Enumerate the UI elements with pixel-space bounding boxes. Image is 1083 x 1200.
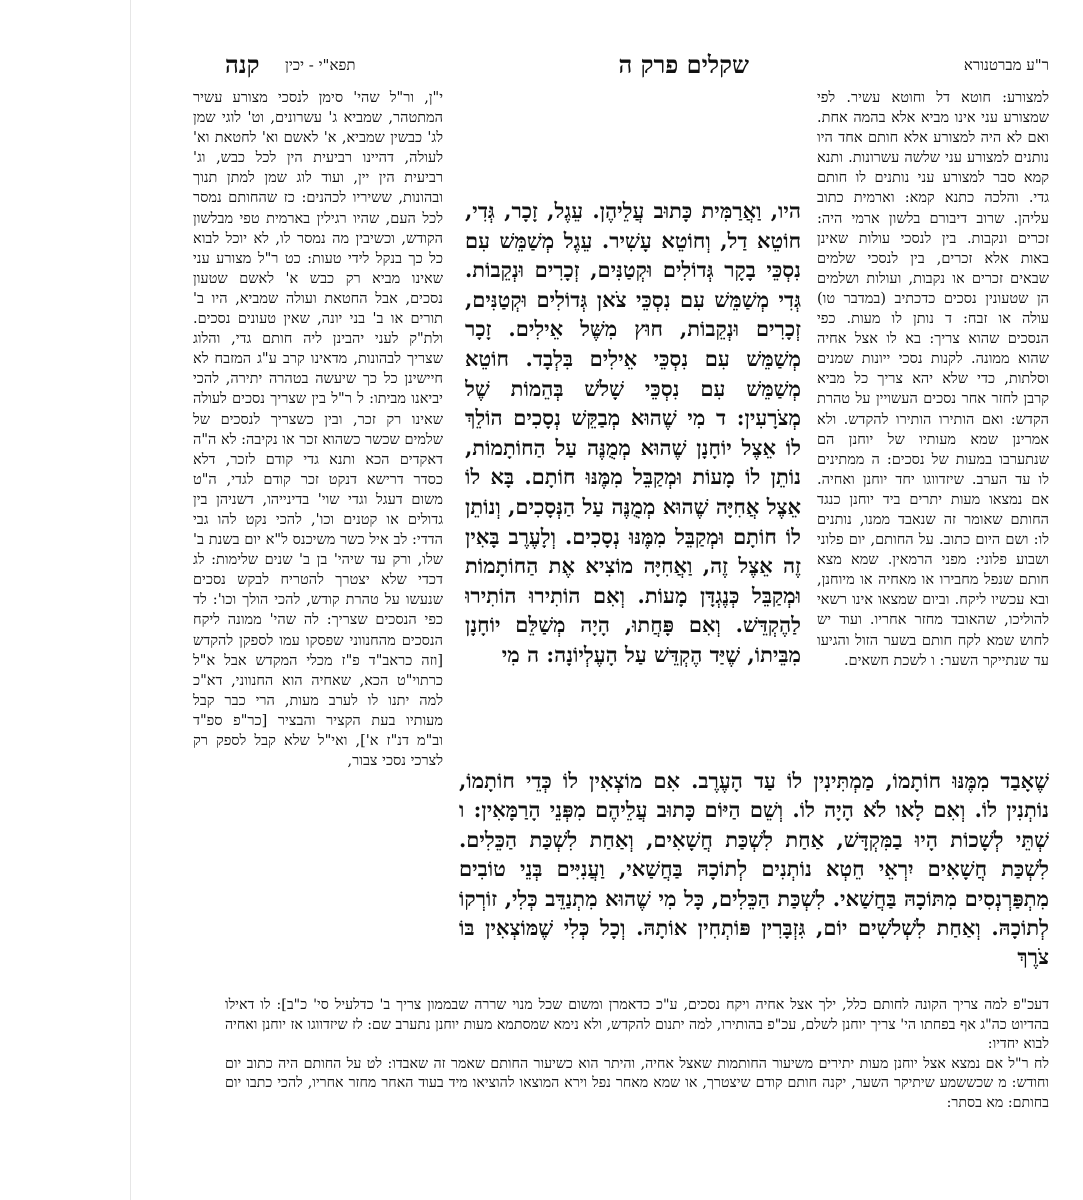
bartenura-text: למצורע: חוטא דל וחוטא עשיר. לפי שמצורע עני אינו מביא אלא בהמה אחת. ואם לא היה למצורע אלא חותם אחד היו נותנים למצורע עני שלשה עשרונות. ותנא קמא סבר למצורע עני נותנים לו חותם גדי. והלכה כתנא קמא: וארמית כתוב עליהן. שרוב דיבורם בלשון ארמי היה: זכרים ונקבות. בין לנסכי עולות שאינן באות אלא זכרים, בין לנסכי שלמים שבאים זכרים או נקבות, ועולות ושלמים הן שטעונין נסכים כדכתיב (במדבר טו) עולה או זבח: ד נותן לו מעות. כפי הנסכים שהוא צריך: בא לו אצל אחיה שהוא ממונה. לקנות נסכי ייונות שמנים וסלתות, כדי שלא יהא צריך כל מביא קרבן לחזר אחר נסכים העשויין על טהרת הקדש: ואם הותירו הותירו להקדש. ולא אמרינן שמא מעותיו של יוחנן הם שנתערבו במעות של נסכים: ה ממתינים לו עד הערב. שיזדווגו יחד יוחנן ואחיה. אם נמצאו מעות יתרים ביד יוחנן כנגד החותם שאומר זה שנאבד ממנו, נותנים לו: ושם היום כתוב. על החותם, יום פלוני ושבוע פלוני: מפני הרמאין. שמא מצא חותם שנפל מחבירו או מאחיה או מיוחנן, ובא עכשיו ליקח. וביום שמצאו אינו רשאי להוליכו, שהאובד מחזר אחריו. ועוד יש לחוש שמא לקח חותם בשער הזול והגיעו עד שנתייקר השער: ו לשכת חשאים. <box>817 90 1049 669</box>
mishnah-wide-block <box>459 766 1049 998</box>
header-tractate-chapter: שקלים פרק ה <box>618 50 749 79</box>
tiferet-text: י"ן, ור"ל שהי' סימן לנסכי מצורע עשיר המתטהר, שמביא ג' עשרונים, וט' לוגי שמן לג' כבשין שמביא, א' לאשם וא' לחטאת וא' לעולה, דהיינו רביעית הין לכל כבש, וג' רביעית הין יין, ועוד לוג שמן למתן תנוך ובהונות, ששיריו לכהנים: כז שהחותם נמסר לכל העם, שהיו רגילין בארמית טפי מבלשון הקודש, וכשיבין מה נמסר לו, לא יוכל לבוא כל כך בנקל לידי טעות: כט ר"ל מצורע עני שאינו מביא רק כבש א' לאשם שטעון נסכים, אבל החטאת ועולה שמביא, היו ב' תורים או ב' בני יונה, שאין טעונים נסכים. ולת"ק לעני יהבינן ליה חותם גדי, והלוג שצריך לבהונות, מדאינו קרב ע"ג המזבח לא חיישינן כל כך שיעשה בטהרה יתירה, להכי יביאנו מביתו: ל ר"ל בין שצריך נסכים לעולה שאינו רק זכר, ובין כשצריך לנסכים של שלמים שכשר כשהוא זכר או נקיבה: לא ה"ה דאקדים הכא ותנא גדי קודם לזכר, דלא כסדר דרישא דנקט זכר קודם לגדי, ה"ט משום דעגל וגדי שוי' בדינייהו, דשניהן בין גדולים או קטנים וכו', להכי נקט להו גבי הדדי: לב איל כשר משיכנס ל"א יום בשנת ב' שלו, ורק עד שיהי' בן ב' שנים שלימות: לג דכדי שלא יצטרך להטריח לבקש נסכים שנעשו על טהרת קודש, להכי הולך וכו': לד כפי הנסכים שצריך: לה שהי' ממונה ליקח הנסכים מהחנווני שפסקו עמו לספקן להקדש [וזה כראב"ד פ"ז מכלי המקדש אבל א"ל כרתוי"ט הכא, שאחיה הוא החנווני, דא"כ למה יתנו לו לערב מעות, הרי כבר קבל מעותיו בעת הקציר והבציר [כר"פ ספ"ד וב"מ דנ"ז א'], ואי"ל שלא קבל לספק רק לצרכי נסכי צבור, <box>193 90 443 770</box>
header-commentary-name: ר"ע מברטנורא <box>963 56 1049 74</box>
header-commentary-yachin: תפא"י - יכין <box>285 56 356 74</box>
bartenura-column <box>817 88 1049 806</box>
footnote-line: לח ר"ל אם נמצא אצל יוחנן מעות יתירים משיעור החותמות שאצל אחיה, והיתר הוא כשיעור החותם שאמר זה שאבדו: לט על החותם היה כתוב יום וחודש: מ שכששמע שיתיקר השער, יקנה חותם קודם שיצטרך, או שמא מאחר נפל וירא המוצאו להוציאו מיד בעוד האחר מחזר אחריו, להכי כתבו יום בחותם: מא בסתר: <box>225 1055 1049 1111</box>
mishnah-text-lower: שֶׁאָבַד מִמֶּנּוּ חוֹתָמוֹ, מַמְתִּינִין לוֹ עַד הָעֶרֶב. אִם מוֹצְאִין לוֹ כְּדֵי חוֹתָמוֹ, נוֹתְנִין לוֹ. וְאִם לָאו לֹא הָיָה לוֹ. וְשֵׁם הַיּוֹם כָּתוּב עֲלֵיהֶם מִפְּנֵי הָרַמָּאִין: ו שְׁתֵּי לְשָׁכוֹת הָיוּ בַמִּקְדָּשׁ, אַחַת לִשְׁכַּת חֲשָׁאִים, וְאַחַת לִשְׁכַּת הַכֵּלִים. לִשְׁכַּת חֲשָׁאִים יִרְאֵי חֵטְא נוֹתְנִים לְתוֹכָהּ בַּחֲשַׁאי, וַעֲנִיִּים בְּנֵי טוֹבִים מִתְפַּרְנְסִים מִתּוֹכָהּ בַּחֲשַׁאי. לִשְׁכַּת הַכֵּלִים, כָּל מִי שֶׁהוּא מִתְנַדֵּב כְּלִי, זוֹרְקוֹ לְתוֹכָהּ. וְאַחַת לִשְׁלֹשִׁים יוֹם, גִּזְבָּרִין פּוֹתְחִין אוֹתָהּ. וְכָל כְּלִי שֶׁמּוֹצְאִין בּוֹ צֹרֶךְ <box>459 768 1049 970</box>
page-gutter-shadow <box>130 0 131 1200</box>
mishnah-text-upper: היו, וַאֲרַמִּית כָּתוּב עֲלֵיהֶן. עֵגֶל, זָכָר, גְּדִי, חוֹטֵא דַל, וְחוֹטֵא עָשִׁיר. עֵגֶל מְשַׁמֵּשׁ עִם נִסְכֵּי בָקָר גְּדוֹלִים וּקְטַנִּים, זְכָרִים וּנְקֵבוֹת. גְּדִי מְשַׁמֵּשׁ עִם נִסְכֵּי צֹאן גְּדוֹלִים וּקְטַנִּים, זְכָרִים וּנְקֵבוֹת, חוּץ מִשֶּׁל אֵילִים. זָכָר מְשַׁמֵּשׁ עִם נִסְכֵּי אֵילִים בִּלְבָד. חוֹטֵא מְשַׁמֵּשׁ עִם נִסְכֵּי שָׁלשׁ בְּהֵמוֹת שֶׁל מְצֹרָעִין: ד מִי שֶׁהוּא מְבַקֵּשׁ נְסָכִים הוֹלֵךְ לוֹ אֵצֶל יוֹחָנָן שֶׁהוּא מְמֻנֶּה עַל הַחוֹתָמוֹת, נוֹתֵן לוֹ מָעוֹת וּמְקַבֵּל מִמֶּנּוּ חוֹתָם. בָּא לוֹ אֵצֶל אֲחִיָּה שֶׁהוּא מְמֻנֶּה עַל הַנְּסָכִים, וְנוֹתֵן לוֹ חוֹתָם וּמְקַבֵּל מִמֶּנּוּ נְסָכִים. וְלָעֶרֶב בָּאִין זֶה אֵצֶל זֶה, וַאֲחִיָּה מוֹצִיא אֶת הַחוֹתָמוֹת וּמְקַבֵּל כְּנֶגְדָּן מָעוֹת. וְאִם הוֹתִירוּ הוֹתִירוּ לַהֶקְדֵּשׁ. וְאִם פָּחֲתוּ, הָיָה מְשַׁלֵּם יוֹחָנָן מִבֵּיתוֹ, שֶׁיַּד הֶקְדֵּשׁ עַל הָעֶלְיוֹנָה: ה מִי <box>465 198 801 667</box>
tiferet-yisrael-column <box>193 88 443 1000</box>
footnotes-block <box>225 996 1049 1116</box>
footnote-line: דעכ"פ למה צריך הקונה לחותם כלל, ילך אצל אחיה ויקח נסכים, ע"כ כדאמרן ומשום שכל מנוי שררה שבממון צריך ב' כדלעיל סי' כ"ב]: לו דאילו בהדיוט כה"ג אף בפחתו הי' צריך יוחנן לשלם, עכ"פ בהותירו, למה יתנום להקדש, ולא נימא שמסתמא מעות יוחנן נתערב שם: לז שיזדווגו אז יוחנן ואחיה לבוא יחדיו: <box>225 997 1049 1053</box>
page-number: קנה <box>225 50 260 79</box>
page-header <box>225 50 1049 84</box>
mishnah-center-column <box>465 196 801 764</box>
